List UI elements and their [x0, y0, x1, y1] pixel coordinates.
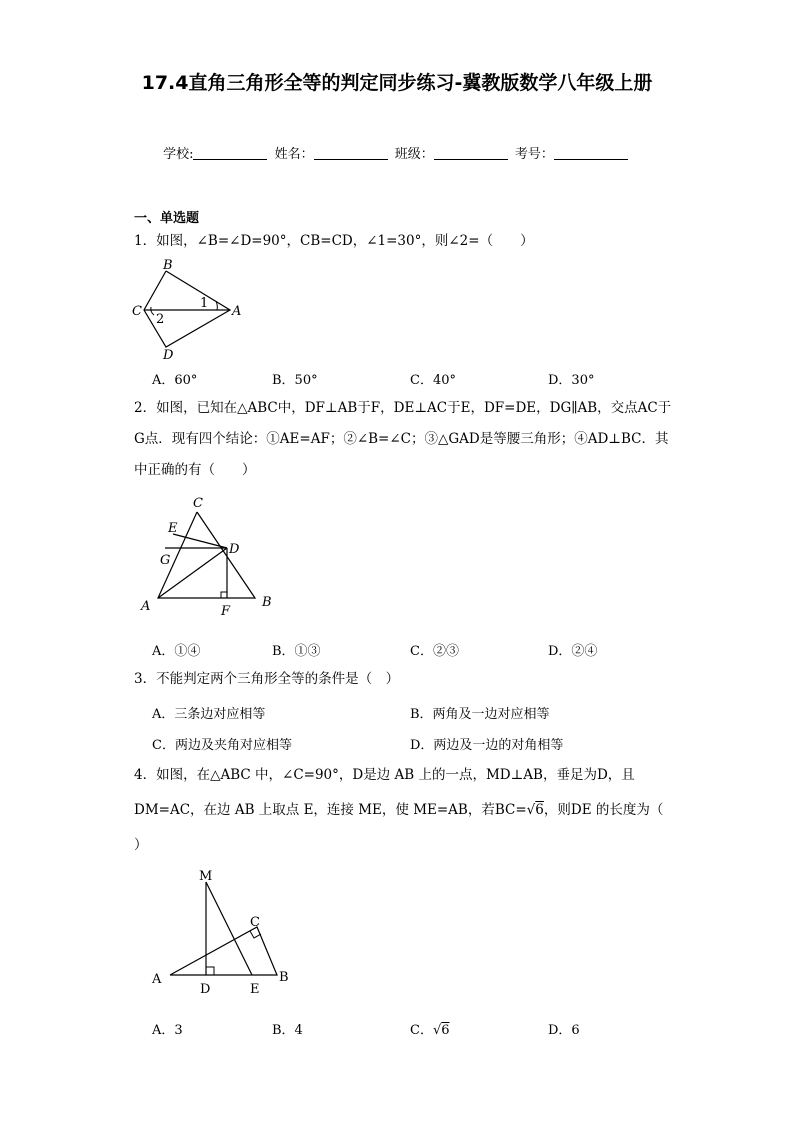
q4-label-d: D: [200, 982, 211, 997]
q2-option-c[interactable]: C．②③: [410, 644, 459, 659]
page-title: 17.4直角三角形全等的判定同步练习-冀教版数学八年级上册: [141, 72, 653, 94]
q1-option-c[interactable]: C．40°: [410, 373, 456, 388]
class-label: 班级：: [394, 147, 434, 162]
q4-label-c: C: [250, 915, 260, 930]
question-1-figure: [130, 255, 250, 365]
class-blank[interactable]: [434, 147, 508, 160]
name-blank[interactable]: [314, 147, 388, 160]
q4-label-m: M: [199, 869, 213, 884]
q2-label-b: B: [262, 595, 272, 610]
q3-option-d[interactable]: D．两边及一边的对角相等: [410, 738, 564, 753]
q4-label-e: E: [250, 982, 260, 997]
q4-option-c[interactable]: C．√6: [410, 1023, 450, 1038]
q2-label-f: F: [221, 604, 231, 619]
q3-option-a[interactable]: A．三条边对应相等: [152, 707, 266, 722]
q1-option-b[interactable]: B．50°: [272, 373, 318, 388]
q2-label-g: G: [160, 553, 171, 568]
q2-label-e: E: [168, 521, 178, 536]
number-blank[interactable]: [554, 147, 628, 160]
question-1-stem: 1．如图，∠B=∠D=90°，CB=CD，∠1=30°，则∠2=（ ）: [134, 233, 534, 249]
section-heading: 一、单选题: [134, 211, 200, 226]
q4-stem-sqrt: 6: [535, 802, 544, 818]
q1-label-angle-2: 2: [156, 312, 165, 327]
q3-option-c[interactable]: C．两边及夹角对应相等: [152, 738, 292, 753]
q2-label-c: C: [193, 496, 203, 511]
number-label: 考号：: [514, 147, 554, 162]
q1-label-angle-1: 1: [200, 296, 209, 311]
question-2-stem: 2．如图，已知在△ABC中，DF⊥AB于F，DE⊥AC于E，DF=DE，DG∥AB，交点AC于G点．现有四个结论：①AE=AF；②∠B=∠C；③△GAD是等腰三角形；④AD⊥BC．其中正确的有（ ）: [134, 400, 672, 478]
q4-label-b: B: [279, 970, 289, 985]
school-label: 学校:: [163, 147, 194, 162]
q2-label-d: D: [229, 542, 240, 557]
name-label: 姓名：: [274, 147, 314, 162]
student-info-line: [0, 143, 794, 162]
q1-option-a[interactable]: A．60°: [152, 373, 198, 388]
q1-option-d[interactable]: D．30°: [548, 373, 595, 388]
question-2-figure: [135, 490, 285, 625]
q2-option-d[interactable]: D．②④: [548, 644, 598, 659]
q4-option-b[interactable]: B．4: [272, 1023, 303, 1038]
question-4-stem: 4．如图，在△ABC 中，∠C=90°，D是边 AB 上的一点，MD⊥AB，垂足为D，且DM=AC，在边 AB 上取点 E，连接 ME，使 ME=AB，若BC=√6，则DE 的长度为（ ）: [134, 767, 664, 853]
q2-option-b[interactable]: B．①③: [272, 644, 321, 659]
q1-label-c: C: [132, 304, 142, 319]
question-3-stem: 3．不能判定两个三角形全等的条件是（ ）: [134, 671, 400, 687]
q1-label-d: D: [163, 348, 174, 363]
q4-option-c-sqrt: 6: [441, 1023, 450, 1038]
q2-label-a: A: [141, 599, 151, 614]
q2-option-a[interactable]: A．①④: [152, 644, 201, 659]
q3-option-b[interactable]: B．两角及一边对应相等: [410, 707, 550, 722]
q1-label-a: A: [232, 304, 242, 319]
school-blank[interactable]: [193, 147, 267, 160]
q4-option-d[interactable]: D．6: [548, 1023, 580, 1038]
q4-label-a: A: [152, 972, 162, 987]
q1-label-b: B: [163, 258, 173, 273]
q4-option-a[interactable]: A．3: [152, 1023, 183, 1038]
question-4-figure: [140, 862, 310, 1002]
